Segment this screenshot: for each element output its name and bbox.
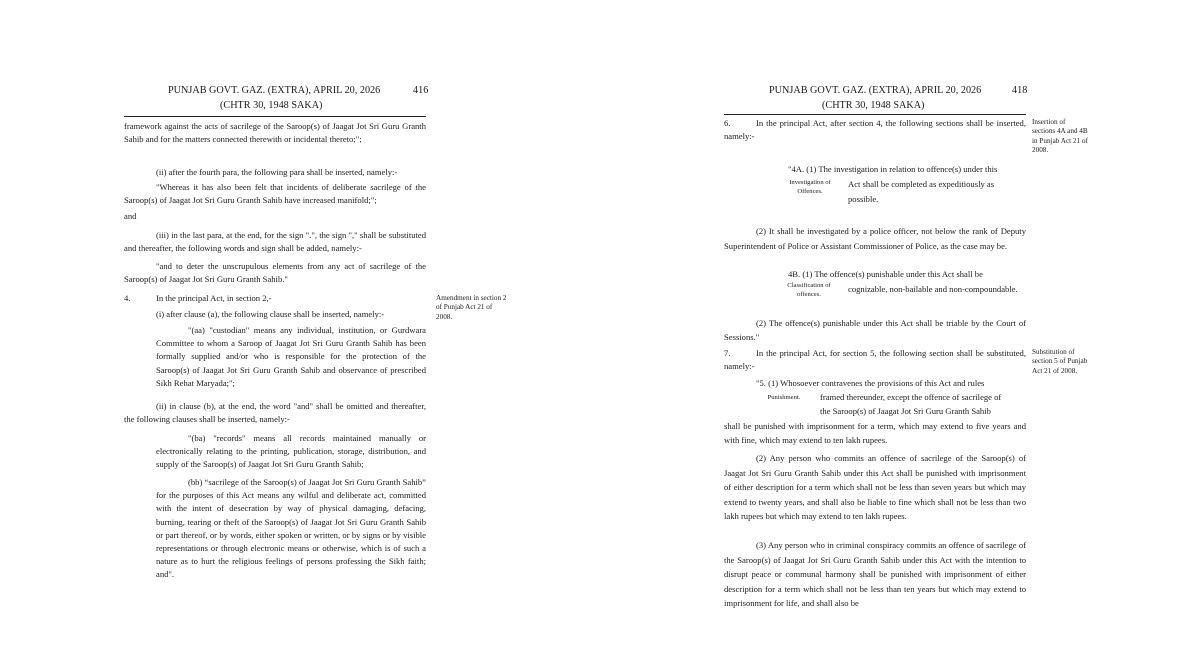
page-header-line2: (CHTR 30, 1948 SAKA): [220, 100, 323, 111]
side-heading-punishment: Punishment.: [767, 394, 801, 401]
section-5-1-rest: shall be punished with imprisonment for a term, which may extend to five years and with fine, which may extend to ten lakh rupees.: [724, 421, 1026, 445]
clause-ba-records: "(ba) "records" means all records maintained manually or electronically relating to the printing, publication, storage, distribution, and supply of the Saroop(s) of Jaagat Jot Sri Guru Granth Sahib;: [156, 433, 426, 470]
section-4b-2: (2) The offence(s) punishable under this Act shall be triable by the Court of Sessions.": [724, 318, 1026, 342]
para-i-after-clause-a: (i) after clause (a), the following clause shall be inserted, namely:-: [156, 309, 385, 319]
side-heading-investigation: Investigation of Offences.: [789, 179, 831, 195]
page-header-line1: PUNJAB GOVT. GAZ. (EXTRA), APRIL 20, 2026: [769, 85, 982, 96]
clause-aa-custodian: "(aa) "custodian" means any individual, institution, or Gurdwara Committee to whom a Saroop of Jaagat Jot Sri Guru Granth Sahib has been formally supplied and/or who is responsible for the protection of the Saroop(s) of Jaagat Jot Sri Guru Granth Sahib and observance of prescribed Sikh Rehat Maryada;";: [156, 325, 426, 388]
section-4a-1-line1: "4A. (1) The investigation in relation to offence(s) under this: [788, 164, 998, 174]
para-and: and: [124, 211, 137, 221]
page-header-line2: (CHTR 30, 1948 SAKA): [822, 100, 925, 111]
header-rule: [724, 114, 1026, 115]
section-4b-1-continued: cognizable, non-bailable and non-compoundable.: [848, 284, 1018, 294]
section-5-3: (3) Any person who in criminal conspiracy commits an offence of sacrilege of the Saroop(s) of Jaagat Jot Sri Guru Granth Sahib under this Act with the intention to disrupt peace or communal harmony shall be punished with imprisonment of either description for a term which shall not be less than ten years but which may extend to imprisonment for life, and shall also be: [724, 540, 1026, 609]
section-6-number: 6.: [724, 118, 731, 128]
page-header-line1: PUNJAB GOVT. GAZ. (EXTRA), APRIL 20, 2026: [168, 85, 381, 96]
para-whereas: "Whereas it has also been felt that incidents of deliberate sacrilege of the Saroop(s) of Jaagat Jot Sri Guru Granth Sahib have increased manifold;";: [124, 182, 426, 206]
gazette-page-418: [724, 0, 1090, 640]
side-heading-classification: Classification of offences.: [787, 282, 831, 298]
section-5-1-line1: "5. (1) Whosoever contravenes the provisions of this Act and rules: [756, 378, 985, 388]
section-5-2: (2) Any person who commits an offence of sacrilege of the Saroop(s) of Jaagat Jot Sri Guru Granth Sahib under this Act shall be punished with imprisonment of either description for a term which shall not be less than seven years but which may extend to twenty years, and shall also be liable to fine which shall not be less than two lakh rupees but which may extend to ten lakh rupees.: [724, 453, 1026, 522]
section-4b-1-line1: 4B. (1) The offence(s) punishable under this Act shall be: [788, 269, 983, 279]
section-4a-1-continued: Act shall be completed as expeditiously as possible.: [848, 179, 995, 204]
section-4-text: In the principal Act, in section 2,-: [156, 293, 272, 303]
para-ii-after-fourth: (ii) after the fourth para, the following para shall be inserted, namely:-: [156, 167, 398, 177]
page-number: 416: [413, 85, 429, 96]
margin-note-section-7: Substitution of section 5 of Punjab Act 21 of 2008.: [1032, 348, 1088, 375]
para-framework: framework against the acts of sacrilege of the Saroop(s) of Jaagat Jot Sri Guru Granth Sahib and for the matters connected therewith or incidental thereto;";: [124, 121, 426, 145]
para-deter: "and to deter the unscrupulous elements from any act of sacrilege of the Saroop(s) of Jaagat Jot Sri Guru Granth Sahib.": [124, 261, 426, 285]
section-5-1-line3: the Saroop(s) of Jaagat Jot Sri Guru Granth Sahib: [820, 406, 991, 416]
section-4-number: 4.: [124, 293, 131, 303]
clause-bb-sacrilege: (bb) “sacrilege of the Saroop(s) of Jaagat Jot Sri Guru Granth Sahib” for the purposes of this Act means any wilful and deliberate act, committed with the intent of desecration by way of physical damaging, defacing, burning, tearing or theft of the Saroop(s) of Jaagat Jot Sri Guru Granth Sahib or part thereof, or by words, either spoken or written, or by signs or by visible representations or through electronic means or otherwise, which is of such a nature as to hurt the religious feelings of persons professing the Sikh faith; and".: [156, 477, 426, 580]
para-ii-clause-b: (ii) in clause (b), at the end, the word "and" shall be omitted and thereafter, the following clauses shall be inserted, namely:-: [124, 401, 426, 425]
gazette-page-416: [124, 0, 526, 600]
section-5-1-line2: framed thereunder, except the offence of sacrilege of: [820, 392, 1002, 402]
section-4a-2: (2) It shall be investigated by a police officer, not below the rank of Deputy Superintendent of Police or Assistant Commissioner of Police, as the case may be.: [724, 226, 1026, 251]
section-6-text: In the principal Act, after section 4, the following sections shall be inserted, namely:-: [724, 118, 1026, 142]
margin-note-section-6: Insertion of sections 4A and 4B in Punjab Act 21 of 2008.: [1032, 118, 1088, 155]
header-rule: [124, 116, 426, 117]
section-7-number: 7.: [724, 348, 731, 358]
margin-note-section-4: Amendment in section 2 of Punjab Act 21 of 2008.: [436, 294, 507, 321]
section-7-text: In the principal Act, for section 5, the following section shall be substituted, namely:-: [724, 348, 1026, 372]
page-number: 418: [1012, 85, 1028, 96]
para-iii: (iii) in the last para, at the end, for the sign ".", the sign "," shall be substituted and thereafter, the following words and sign shall be added, namely:-: [124, 230, 426, 254]
